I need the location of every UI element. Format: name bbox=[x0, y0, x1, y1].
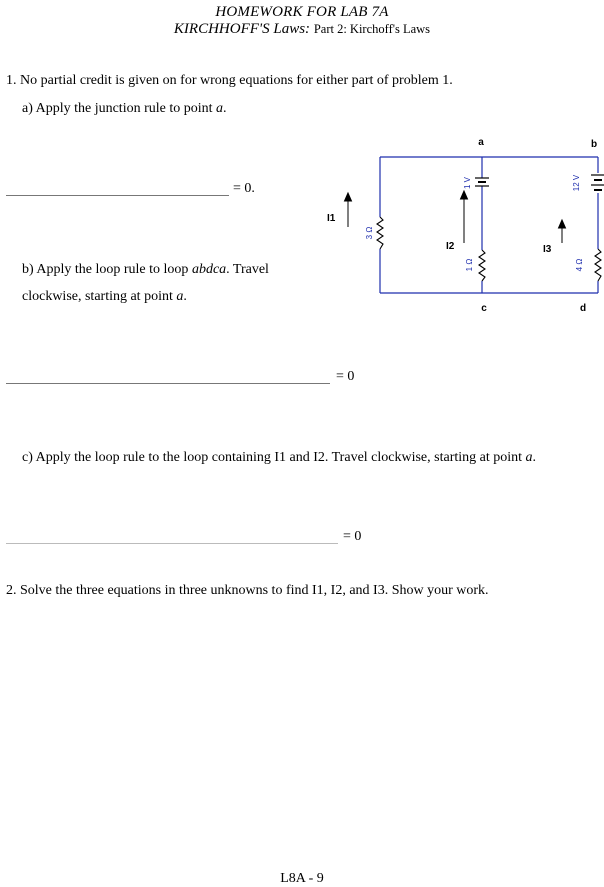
part-b-prompt-line1 bbox=[22, 262, 269, 278]
part-c-text: c) Apply the loop rule to the loop containing I1 and I2. Travel clockwise, starting at point bbox=[22, 450, 526, 465]
resistor-label-r2: 1 Ω bbox=[465, 258, 474, 272]
node-label-d: d bbox=[579, 303, 587, 314]
i2-arrow-icon bbox=[461, 191, 468, 243]
problem-1-intro: 1. No partial credit is given on for wrong equations for either part of problem 1. bbox=[6, 73, 453, 88]
part-c-equals: = 0 bbox=[343, 529, 362, 544]
part-b-equals: = 0 bbox=[336, 369, 355, 384]
part-b-line2-end: . bbox=[183, 289, 187, 304]
part-b-prompt-line2 bbox=[22, 289, 187, 305]
part-a-point: a bbox=[216, 101, 224, 116]
page-subtitle bbox=[0, 21, 604, 38]
part-a-equals: = 0. bbox=[233, 181, 255, 196]
part-a-prompt bbox=[22, 101, 227, 117]
subtitle-rest: Part 2: Kirchoff's Laws bbox=[313, 22, 431, 36]
part-c-answer-line[interactable] bbox=[6, 543, 338, 544]
battery-label-v1: 1 V bbox=[463, 176, 472, 190]
subtitle-main: KIRCHHOFF'S Laws: bbox=[173, 21, 311, 37]
part-c-end: . bbox=[532, 450, 537, 465]
current-label-i3: I3 bbox=[543, 244, 552, 255]
circuit-wires bbox=[380, 157, 598, 293]
part-b-line2-text: clockwise, starting at point bbox=[22, 289, 177, 304]
current-label-i1: I1 bbox=[327, 213, 336, 224]
node-label-a: a bbox=[478, 137, 484, 148]
part-a-end: . bbox=[223, 101, 227, 116]
resistor-label-r3: 4 Ω bbox=[575, 258, 584, 272]
middle-battery-icon bbox=[475, 178, 489, 186]
middle-resistor-icon bbox=[479, 250, 485, 281]
part-c-prompt bbox=[22, 450, 536, 466]
part-b-text: b) Apply the loop rule to loop bbox=[22, 262, 192, 277]
part-a-answer-line[interactable] bbox=[6, 195, 229, 196]
part-b-line1-end: . Travel bbox=[226, 262, 269, 277]
part-b-loop: abdca bbox=[191, 262, 227, 277]
node-label-c: c bbox=[481, 303, 487, 314]
part-b-point: a bbox=[176, 289, 184, 304]
part-a-text: a) Apply the junction rule to point bbox=[22, 101, 217, 116]
resistor-label-r1: 3 Ω bbox=[365, 226, 374, 240]
i3-arrow-icon bbox=[559, 220, 566, 243]
circuit-diagram bbox=[300, 125, 604, 320]
page-title: HOMEWORK FOR LAB 7A bbox=[215, 4, 389, 20]
part-b-answer-line[interactable] bbox=[6, 383, 330, 384]
node-label-b: b bbox=[590, 139, 598, 150]
part-c-point: a bbox=[525, 450, 533, 465]
battery-label-v2: 12 V bbox=[572, 174, 581, 192]
i1-arrow-icon bbox=[345, 193, 352, 227]
problem-2-prompt: 2. Solve the three equations in three unknowns to find I1, I2, and I3. Show your work. bbox=[6, 583, 489, 598]
page-number: L8A - 9 bbox=[280, 871, 324, 886]
current-label-i2: I2 bbox=[446, 241, 455, 252]
